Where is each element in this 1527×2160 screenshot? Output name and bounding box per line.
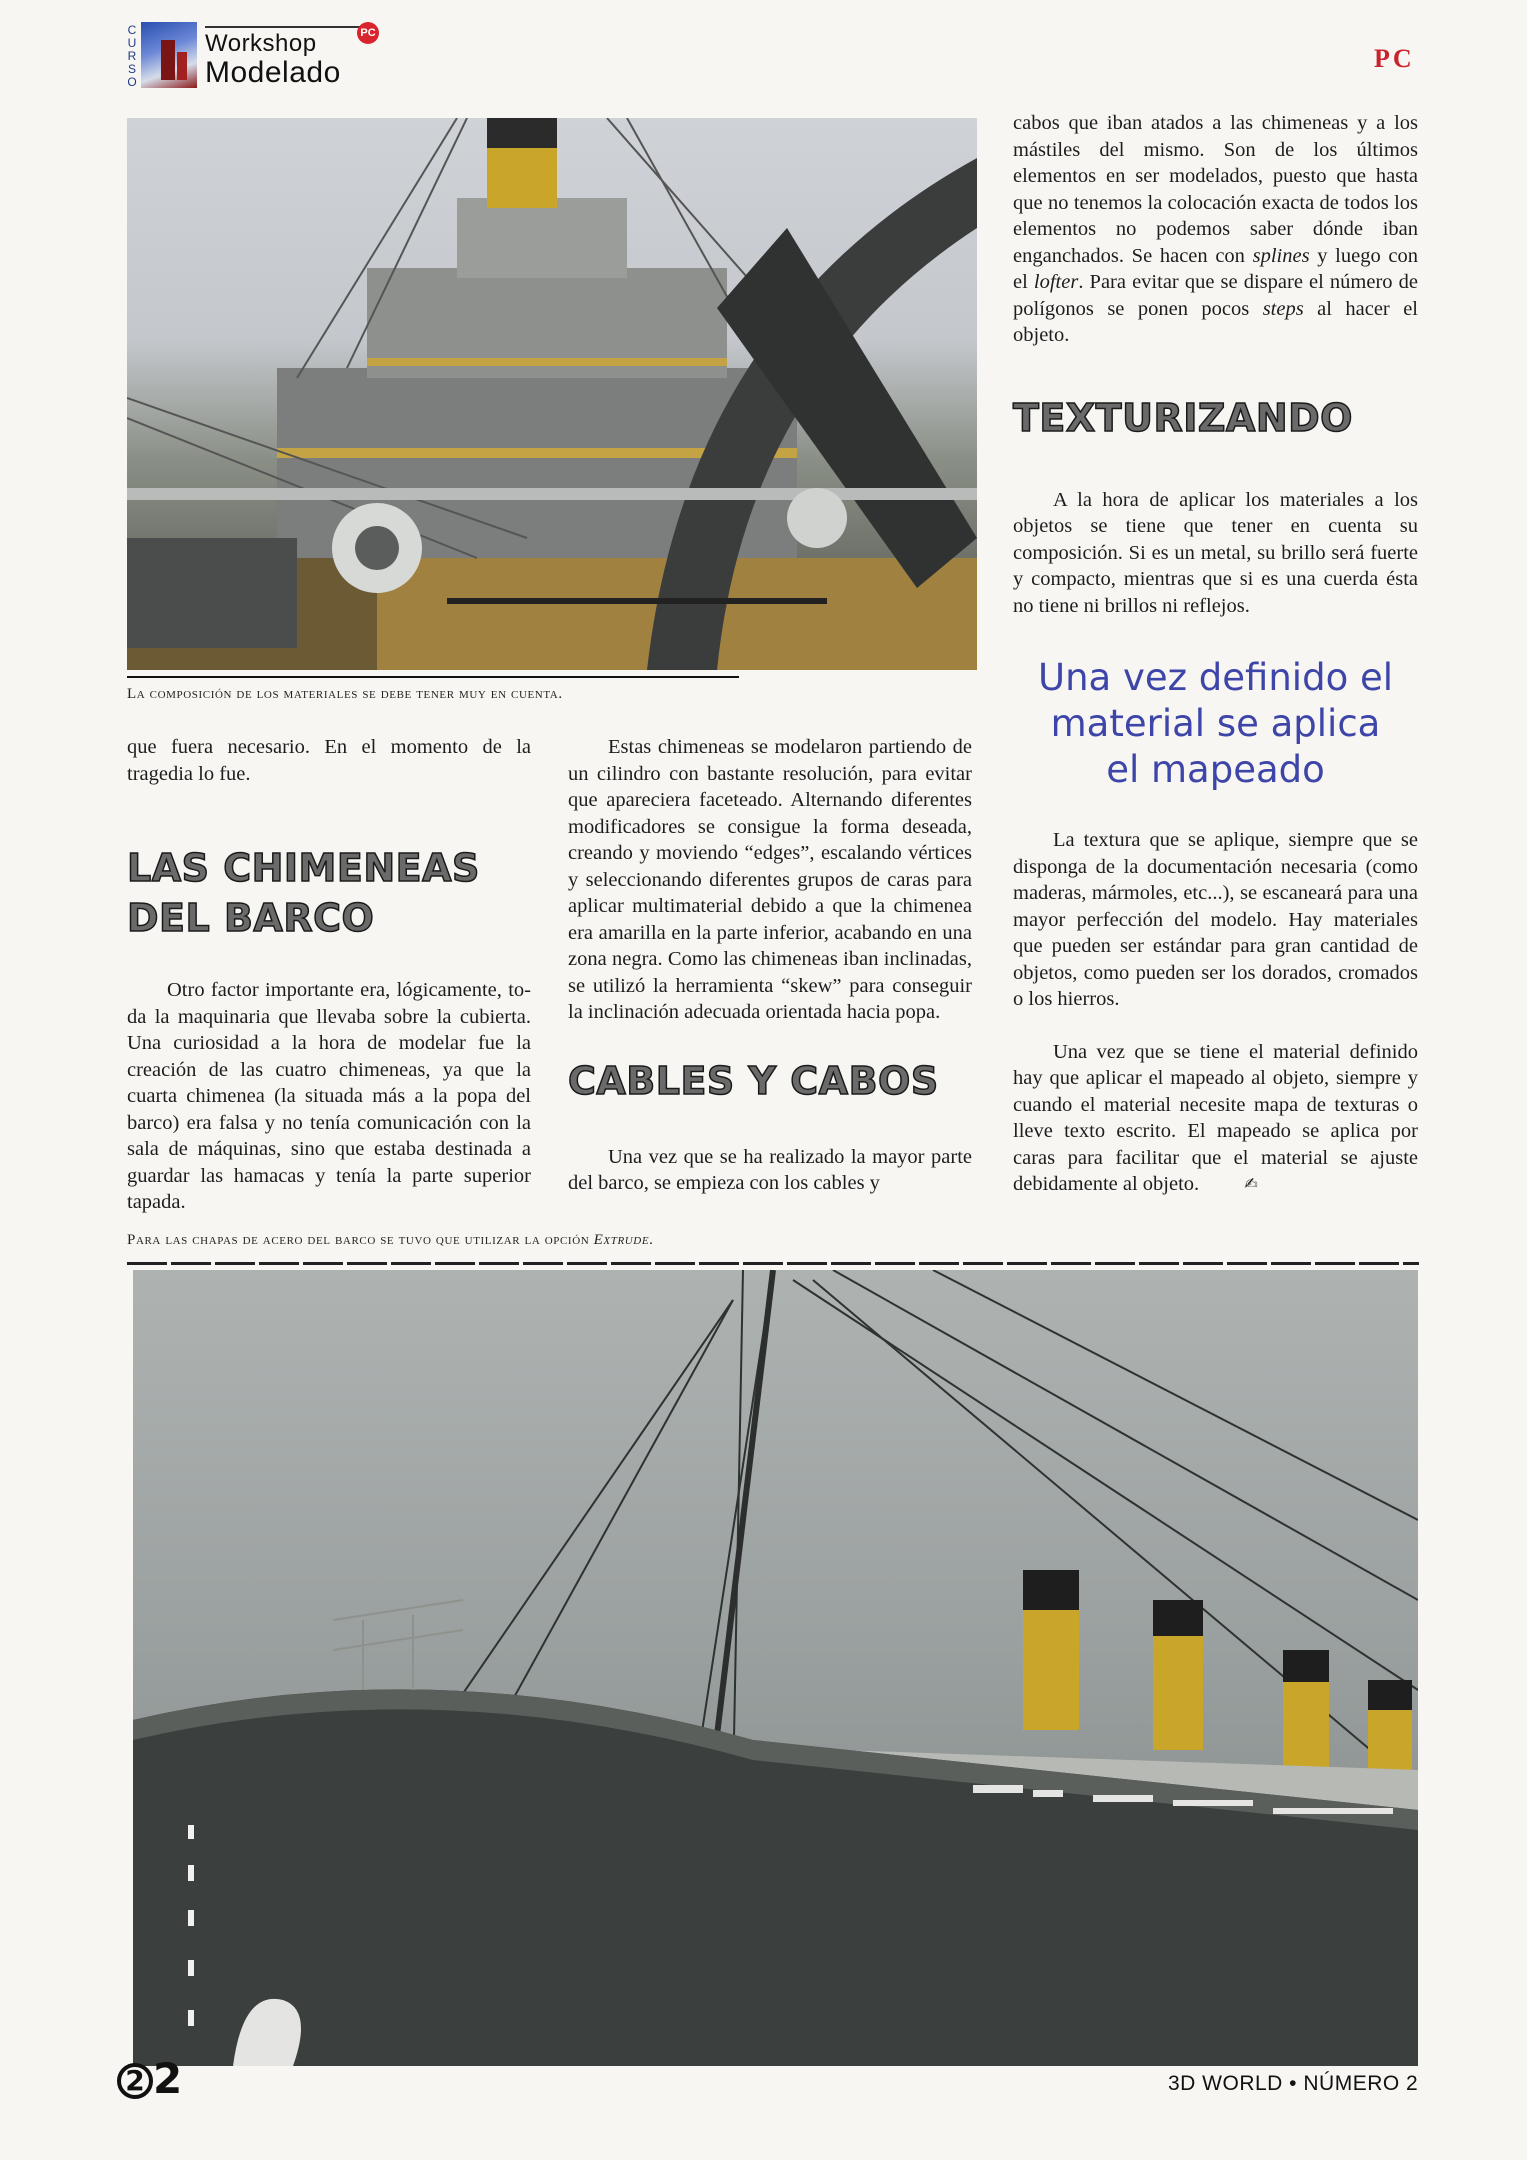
logo-castle-image xyxy=(141,22,197,88)
column1-paragraph: Otro factor importante era, lógicamente, to-da la maquinaria que llevaba sobre la cubierta. Una curiosidad a la hora de modelar fue la creación de las cuatro chimeneas, ya que la cuarta chimenea (la situada más a la popa del barco) era falsa y no tenía comunicación con la sala de máquinas, sino que estaba destinada a guardar las hamacas y tenía la parte superior tapada. xyxy=(127,979,531,1213)
pull-quote-line3: el mapeado xyxy=(1106,748,1325,791)
yellow-band-shape-2 xyxy=(367,358,727,366)
magazine-issue-label: 3D WORLD • NÚMERO 2 xyxy=(1168,2072,1419,2095)
ventilator-shape-2 xyxy=(787,488,847,548)
funnel-3-top xyxy=(1283,1650,1329,1682)
heading-chimeneas-line2: DEL BARCO xyxy=(127,896,375,940)
column2-paragraph-2: Una vez que se ha realizado la mayor parte del barco, se empieza con los cables y xyxy=(568,1145,972,1194)
deck-render-photo xyxy=(127,118,977,670)
column3-p1-em-lofter: lofter xyxy=(1033,271,1079,293)
logo-pc-badge: PC xyxy=(357,22,379,44)
page-number xyxy=(117,2054,182,2103)
column3-paragraph-4 xyxy=(1013,1039,1418,1198)
railing-shape xyxy=(127,488,977,500)
funnel-2-top xyxy=(1153,1600,1203,1636)
column3-p1-text-b: y luego con el xyxy=(1013,244,1418,293)
funnel-1-top xyxy=(1023,1570,1079,1610)
page-number-ring-digit: 2 xyxy=(117,2063,153,2099)
bow-railing xyxy=(333,1600,463,1690)
ship-hull-illustration xyxy=(133,1270,1418,2066)
column-1 xyxy=(127,734,531,1216)
heading-cables: CABLES Y CABOS xyxy=(568,1058,939,1103)
deck-edge-line xyxy=(447,598,827,604)
section-tag-pc: PC xyxy=(1374,44,1415,73)
figure2-caption xyxy=(127,1232,654,1249)
column1-intro-text: que fuera necesario. En el momento de la tragedia lo fue. xyxy=(127,736,531,785)
logo-modelado-text: Modelado xyxy=(205,56,341,89)
logo-rule xyxy=(205,26,375,28)
funnel-top-shape xyxy=(487,118,557,148)
figure2-caption-em: Extrude xyxy=(593,1232,650,1248)
magazine-section-logo xyxy=(125,22,385,90)
bridge-shape xyxy=(457,198,627,278)
logo-workshop-text: Workshop xyxy=(205,30,317,57)
heading-chimeneas-line1: LAS CHIMENEAS xyxy=(127,846,480,890)
figure2-caption-text-a: Para las chapas de acero del barco se tuvo que utilizar la opción xyxy=(127,1232,594,1248)
pull-quote-line2: material se aplica xyxy=(1050,702,1381,745)
funnels-group xyxy=(1023,1570,1412,1790)
figure2-caption-text-b: . xyxy=(649,1232,654,1248)
column3-p1-text-c: . Para evitar que se dispare el número de polígonos se ponen pocos xyxy=(1013,271,1419,320)
column3-p1-text-d: al hacer el objeto. xyxy=(1013,297,1419,346)
column3-paragraph-2: A la hora de aplicar los materiales a los objetos se tiene que tener en cuenta su composición. Si es un metal, su brillo será fuerte y compacto, mientras que si es una cuerda ésta no tiene ni brillos ni reflejos. xyxy=(1013,488,1418,617)
column3-p1-em-splines: splines xyxy=(1252,244,1310,267)
column3-paragraph-1 xyxy=(1013,110,1418,349)
column3-p1-text-a: cabos que iban atados a las chimeneas y a los mástiles del mismo. Son de los últimos elementos en ser modelados, puesto que hasta que no tenemos la colocación exacta de todos los elementos no podemos saber dónde iban enganchados. Se hacen con xyxy=(1013,112,1418,267)
heading-texturizando: TEXTURIZANDO xyxy=(1013,395,1353,440)
ship-hull-render-photo xyxy=(133,1270,1418,2066)
column-3 xyxy=(1013,110,1418,1198)
logo-tower-shape-2 xyxy=(177,52,187,80)
signature-pen-icon: ✍ xyxy=(1244,1174,1258,1193)
column3-p4-text: Una vez que se tiene el material definido hay que aplicar el mapeado al objeto, siempre y cuando el material necesite mapa de texturas o lleve texto escrito. El mapeado se aplica por caras para facilitar que el material se ajuste debidamente al objeto. xyxy=(1013,1040,1418,1195)
column3-paragraph-3: La textura que se aplique, siempre que se disponga de la documentación necesaria (como maderas, mármoles, etc...), se escaneará para una mayor perfección del modelo. Hay materiales que pueden ser estándar para gran cantidad de objetos, como pueden ser los dorados, cromados o los hierros. xyxy=(1013,829,1418,1010)
caption-rule xyxy=(127,676,739,678)
column2-paragraph: Estas chimeneas se modelaron partiendo de un cilindro con bastante resolución, para evitar que apareciera faceteado. Alternando diferentes modificadores se consigue la forma deseada, creando y moviendo “edges”, escalando vértices y seleccionando diferentes grupos de caras para aplicar multimaterial debido a que la chimenea era amarilla en la parte inferior, acabando en una zona negra. Como las chimeneas iban inclinadas, se utilizó la herramienta “skew” para conseguir la inclinación adecuada orientada hacia popa. xyxy=(568,736,972,1023)
funnel-4-top xyxy=(1368,1680,1412,1710)
page-number-digit: 2 xyxy=(153,2054,183,2103)
column-2 xyxy=(568,734,972,1197)
pull-quote-line1: Una vez definido el xyxy=(1037,656,1394,699)
logo-tower-shape xyxy=(161,40,175,80)
capstan-shape xyxy=(127,538,297,648)
figure1-caption: La composición de los materiales se debe tener muy en cuenta. xyxy=(127,686,563,702)
ventilator-opening xyxy=(355,526,399,570)
deck-render-illustration xyxy=(127,118,977,670)
column3-p1-em-steps: steps xyxy=(1262,297,1304,320)
logo-curso-label: C U R S O xyxy=(127,23,137,89)
caption-dashed-rule xyxy=(127,1262,1419,1265)
